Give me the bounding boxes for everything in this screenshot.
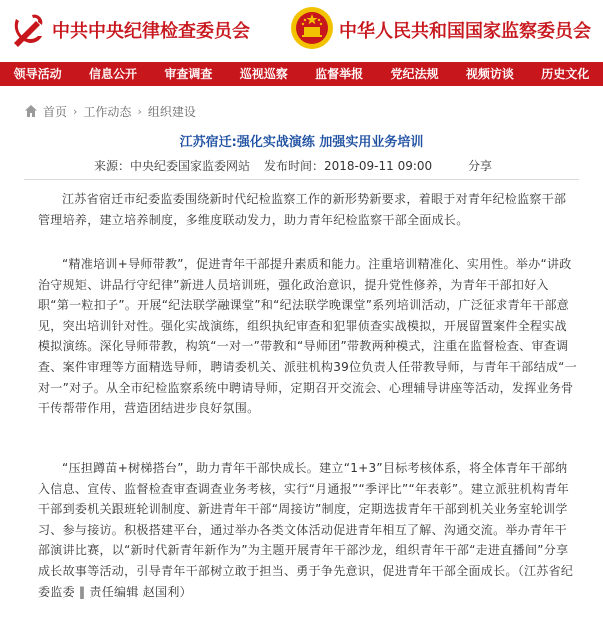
party-committee-title[interactable]: 中共中央纪律检查委员会 xyxy=(52,21,250,42)
article-source: 来源：中央纪委国家监委网站 xyxy=(94,159,251,173)
nav-item-report[interactable]: 监督举报 xyxy=(315,67,364,81)
nav-item-inspection[interactable]: 巡视巡察 xyxy=(239,67,288,81)
article-title: 江苏宿迁:强化实战演练 加强实用业务培训 xyxy=(179,135,424,150)
state-commission-title[interactable]: 中华人民共和国国家监察委员会 xyxy=(339,21,591,42)
article-publish-time: 发布时间：2018-09-11 09:00 xyxy=(264,159,433,173)
site-header xyxy=(0,0,603,62)
breadcrumb-home[interactable]: 首页 xyxy=(43,104,68,119)
breadcrumb-separator: › xyxy=(73,104,78,118)
breadcrumb-separator: › xyxy=(137,104,142,118)
home-icon xyxy=(24,104,38,118)
divider xyxy=(24,179,579,180)
share-button[interactable]: 分享 xyxy=(468,159,493,173)
article-meta xyxy=(94,157,432,174)
nav-item-regulations[interactable]: 党纪法规 xyxy=(390,67,439,81)
nav-item-leadership[interactable]: 领导活动 xyxy=(13,67,62,81)
nav-item-history[interactable]: 历史文化 xyxy=(541,67,590,81)
article-paragraph: “压担蹲苗+树梯搭台”，助力青年干部快成长。建立“1+3”目标考核体系，将全体青年干部纳入信息、宣传、监督检查审查调查业务考核，实行“月通报”“季评比”“年表彰”。建立派驻机构青年干部到委机关跟班轮训制度、新进青年干部“周接访”制度，定期选拔青年干部到机关业务室轮训学习、参与接访。积极搭建平台，通过举办各类文体活动促进青年相互了解、沟通交流。举办青年干部演讲比赛，以“新时代新青年新作为”为主题开展青年干部沙龙，组织青年干部“走进直播间”分享成长故事等活动，引导青年干部树立敢于担当、勇于争先意识，促进青年干部全面成长。（江苏省纪委监委 ‖ 责任编辑 赵国利） xyxy=(38,461,574,599)
article-paragraph: 江苏省宿迁市纪委监委围绕新时代纪检监察工作的新形势新要求，着眼于对青年纪检监察干部管理培养，建立培养制度，多维度联动发力，助力青年纪检监察干部全面成长。 xyxy=(38,192,567,227)
breadcrumb xyxy=(24,103,196,119)
breadcrumb-org-building[interactable]: 组织建设 xyxy=(147,104,196,119)
nav-item-info-disclosure[interactable]: 信息公开 xyxy=(89,67,138,81)
party-emblem-icon xyxy=(8,9,48,49)
article-paragraph: “精准培训+导师带教”，促进青年干部提升素质和能力。注重培训精准化、实用性。举办“讲政治守规矩、讲品行守纪律”新进人员培训班，强化政治意识，提升党性修养，为青年干部扣好入职“第一粒扣子”。开展“纪法联学融课堂”和“纪法联学晚课堂”系列培训活动，广泛征求青年干部意见，突出培训针对性。强化实战演练，组织执纪审查和犯罪侦查实战模拟，开展留置案件全程实战模拟演练。深化导师带教，构筑“一对一”带教和“导师团”带教两种模式，注重在监督检查、审查调查、案件审理等方面精选导师，聘请委机关、派驻机构39位负责人任带教导师，与青年干部结成“一对一”对子。从全市纪检监察系统中聘请导师，定期召开交流会、心理辅导讲座等活动，发挥业务骨干传帮带作用，营造团结进步良好氛围。 xyxy=(38,257,577,416)
main-nav xyxy=(0,62,603,86)
breadcrumb-work-news[interactable]: 工作动态 xyxy=(83,104,132,119)
nav-item-investigation[interactable]: 审查调查 xyxy=(164,67,213,81)
nav-item-video[interactable]: 视频访谈 xyxy=(465,67,514,81)
national-emblem-icon xyxy=(289,5,335,51)
